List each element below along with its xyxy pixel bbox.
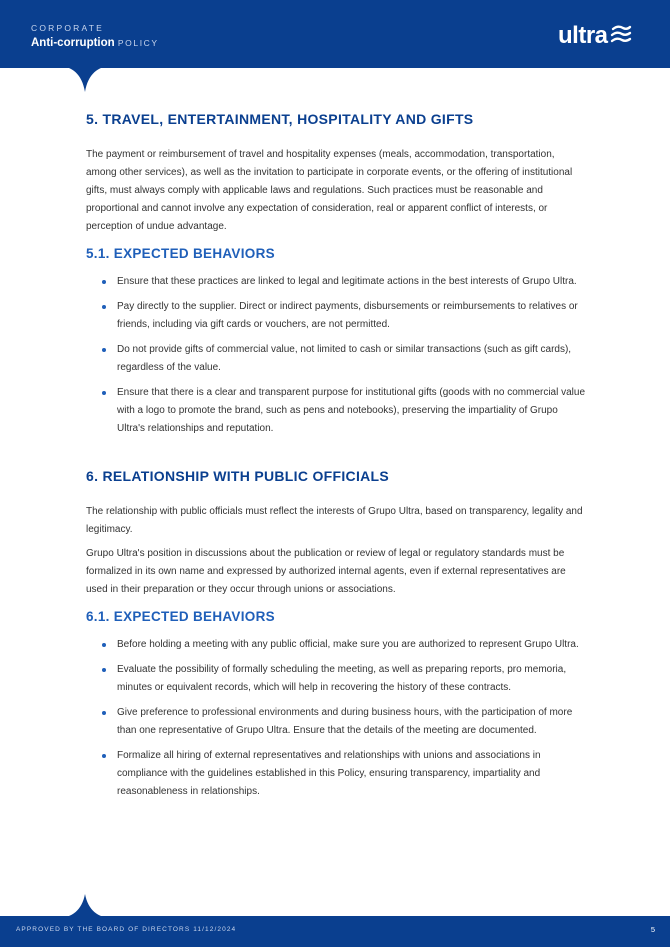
list-item <box>86 661 586 697</box>
section-5-1-bullet-list <box>86 273 586 438</box>
header-notch-shape <box>58 66 112 92</box>
footer-approval-text: APPROVED BY THE BOARD OF DIRECTORS 11/12/2024 <box>16 926 237 933</box>
document-title-bold: Anti-corruption <box>31 37 115 49</box>
header-category-label: CORPORATE <box>31 23 105 33</box>
list-item-text: Evaluate the possibility of formally scheduling the meeting, as well as preparing reports, pro memoria, minutes or equivalent records, which will help in recovering the history of these contracts. <box>117 664 567 693</box>
ultra-logo <box>558 22 632 50</box>
list-item <box>86 341 586 377</box>
list-item-text: Do not provide gifts of commercial value, not limited to cash or similar transactions (such as gift cards), regardless of the value. <box>117 344 572 373</box>
page-content <box>86 106 586 801</box>
list-item-text: Ensure that there is a clear and transparent purpose for institutional gifts (goods with no commercial value with a logo to promote the brand, such as pens and notebooks), preserving the impartiality of Grupo Ultra's relationships and reputation. <box>117 387 586 434</box>
list-item-text: Before holding a meeting with any public official, make sure you are authorized to represent Grupo Ultra. <box>117 639 579 650</box>
section-5-heading: 5. TRAVEL, ENTERTAINMENT, HOSPITALITY AND GIFTS <box>86 111 474 127</box>
bullet-dot-icon <box>102 391 106 395</box>
footer-notch-shape <box>58 894 112 918</box>
list-item <box>86 384 586 438</box>
list-item <box>86 704 586 740</box>
section-6-heading: 6. RELATIONSHIP WITH PUBLIC OFFICIALS <box>86 468 390 484</box>
page-number: 5 <box>650 925 655 934</box>
list-item <box>86 273 586 291</box>
list-item <box>86 747 586 801</box>
section-6-1-bullet-list <box>86 636 586 801</box>
document-title <box>31 37 159 49</box>
logo-wordmark: ultra <box>558 22 608 49</box>
list-item-text: Formalize all hiring of external representatives and relationships with unions and associations in compliance with the guidelines established in this Policy, ensuring transparency, impartiality and reasonableness in relationships. <box>117 750 541 797</box>
list-item-text: Give preference to professional environments and during business hours, with the participation of more than one representative of Grupo Ultra. Ensure that the details of the meeting are documented. <box>117 707 573 736</box>
list-item <box>86 636 586 654</box>
bullet-dot-icon <box>102 643 106 647</box>
bullet-dot-icon <box>102 280 106 284</box>
section-6-paragraph-2: Grupo Ultra's position in discussions about the publication or review of legal or regulatory standards must be formalized in its own name and expressed by authorized internal agents, even if external representatives are used in their preparation or they occur through unions or associations. <box>86 548 566 595</box>
bullet-dot-icon <box>102 348 106 352</box>
list-item-text: Ensure that these practices are linked to legal and legitimate actions in the best interests of Grupo Ultra. <box>117 276 577 287</box>
list-item <box>86 298 586 334</box>
section-6-paragraph-1: The relationship with public officials must reflect the interests of Grupo Ultra, based on transparency, legality and legitimacy. <box>86 506 583 535</box>
section-6-1-heading: 6.1. EXPECTED BEHAVIORS <box>86 609 275 624</box>
bullet-dot-icon <box>102 711 106 715</box>
section-5-paragraph: The payment or reimbursement of travel and hospitality expenses (meals, accommodation, transportation, among other services), as well as the invitation to participate in corporate events, or the offering of institutional gifts, must always comply with applicable laws and regulations. Such practices must be reasonable and proportional and cannot involve any expectation of consideration, real or apparent conflict of interests, or perception of undue advantage. <box>86 149 573 232</box>
logo-waves-icon <box>610 23 632 49</box>
bullet-dot-icon <box>102 305 106 309</box>
document-title-light: POLICY <box>117 38 159 48</box>
bullet-dot-icon <box>102 754 106 758</box>
list-item-text: Pay directly to the supplier. Direct or indirect payments, disbursements or reimbursements to relatives or friends, including via gift cards or vouchers, are not permitted. <box>117 301 578 330</box>
section-5-1-heading: 5.1. EXPECTED BEHAVIORS <box>86 246 275 261</box>
bullet-dot-icon <box>102 668 106 672</box>
